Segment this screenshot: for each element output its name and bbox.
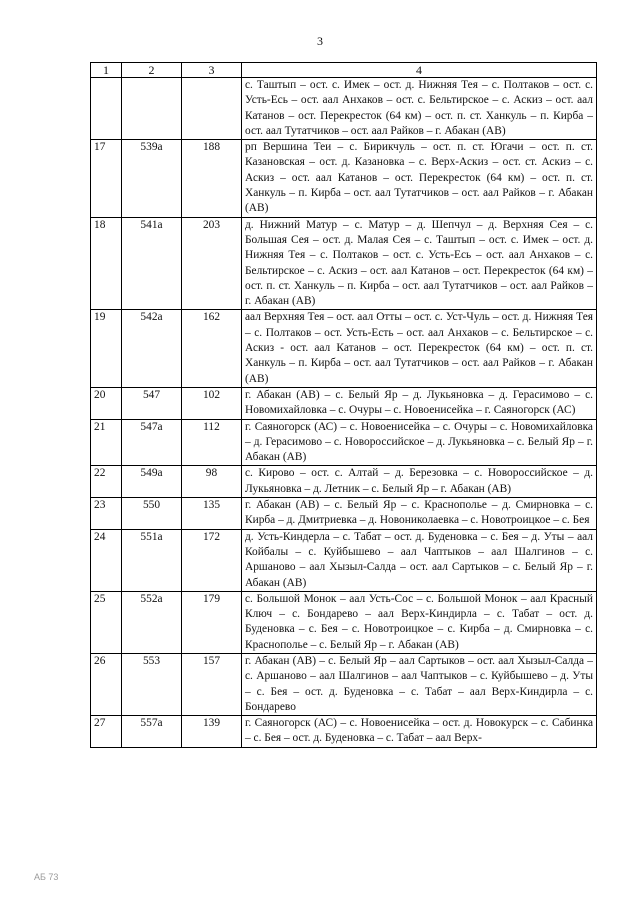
header-col-4: 4 [242,63,597,78]
route-description: рп Вершина Теи – с. Бирикчуль – ост. п. ст. Югачи – ост. п. ст. Казановская – ост. д. Казановка – с. Верх-Аскиз – ост. ст. Аскиз – с. Аскиз – ост. аал Катанов – ост. Перекресток (64 км) – ост. п. ст. Ханкуль – п. Кирба – ост. аал Тутатчиков – ост. аал Райков – г. Абакан (АВ) [242,140,597,217]
header-col-1: 1 [91,63,122,78]
table-row [91,217,597,310]
table-header-row [91,63,597,78]
row-number: 21 [91,419,122,466]
route-description: г. Абакан (АВ) – с. Белый Яр – аал Сартыков – ост. аал Хызыл-Салда – с. Аршаново – аал Шалгинов – аал Чаптыков – с. Куйбышево – д. Уты – с. Бея – ост. д. Буденовка – с. Табат – аал Верх-Киндирла – с. Бондарево [242,653,597,715]
row-number: 17 [91,140,122,217]
route-code: 542а [122,310,182,387]
route-code: 549а [122,466,182,498]
route-description: д. Усть-Киндерла – с. Табат – ост. д. Буденовка – с. Бея – д. Уты – аал Койбалы – с. Куйбышево – аал Чаптыков – аал Шалгинов – с. Аршаново – аал Хызыл-Салда – ост. аал Сартыков – с. Белый Яр – г. Абакан (АВ) [242,529,597,591]
route-distance: 112 [182,419,242,466]
table-row [91,310,597,387]
row-number: 18 [91,217,122,310]
route-code: 547 [122,387,182,419]
route-code: 557а [122,716,182,748]
row-number: 25 [91,591,122,653]
row-number: 20 [91,387,122,419]
table-row [91,466,597,498]
route-code: 553 [122,653,182,715]
route-distance [182,78,242,140]
route-code: 547а [122,419,182,466]
table-row [91,387,597,419]
row-number: 23 [91,498,122,530]
row-number: 26 [91,653,122,715]
table-row [91,498,597,530]
header-col-3: 3 [182,63,242,78]
route-code: 552а [122,591,182,653]
row-number: 22 [91,466,122,498]
route-description: д. Нижний Матур – с. Матур – д. Шепчул – д. Верхняя Сея – с. Большая Сея – ост. д. Малая Сея – с. Таштып – ост. с. Имек – ост. д. Нижняя Тея – с. Полтаков – ост. с. Усть-Есь – ост. аал Анхаков – с. Бельтирское – с. Аскиз – ост. аал Катанов – ост. Перекресток (64 км) – ост. п. ст. Ханкуль – п. Кирба – ост. аал Тутатчиков – ост. аал Райков – г. Абакан (АВ) [242,217,597,310]
route-distance: 98 [182,466,242,498]
route-description: г. Абакан (АВ) – с. Белый Яр – с. Краснополье – д. Смирновка – с. Кирба – д. Дмитриевка – д. Новониколаевка – с. Новотроицкое – с. Бея [242,498,597,530]
route-description: с. Таштып – ост. с. Имек – ост. д. Нижняя Тея – с. Полтаков – ост. с. Усть-Есь – ост. аал Анхаков – ост. с. Бельтирское – с. Аскиз – ост. аал Катанов – ост. Перекресток (64 км) – ост. п. ст. Ханкуль – п. Кирба – ост. аал Тутатчиков – ост. аал Райков – г. Абакан (АВ) [242,78,597,140]
route-description: аал Верхняя Тея – ост. аал Отты – ост. с. Уст-Чуль – ост. д. Нижняя Тея – с. Полтаков – ост. Усть-Есть – ост. аал Анхаков – с. Бельтирское – с. Аскиз - ост. аал Катанов – ост. Перекресток (64 км) – ост. п. ст. Ханкуль – п. Кирба – ост. аал Тутатчиков – ост. аал Райков – г. Абакан (АВ) [242,310,597,387]
row-number: 19 [91,310,122,387]
route-distance: 157 [182,653,242,715]
route-distance: 139 [182,716,242,748]
route-description: с. Большой Монок – аал Усть-Сос – с. Большой Монок – аал Красный Ключ – с. Бондарево – аал Верх-Киндирла – с. Табат – ост. д. Буденовка – с. Бея – с. Новотроицкое – с. Кирба – д. Смирновка – с. Краснополье – с. Белый Яр – г. Абакан (АВ) [242,591,597,653]
table-row [91,591,597,653]
header-col-2: 2 [122,63,182,78]
route-code: 551а [122,529,182,591]
route-distance: 135 [182,498,242,530]
table-row [91,140,597,217]
table-row [91,716,597,748]
table-row [91,78,597,140]
route-description: г. Абакан (АВ) – с. Белый Яр – д. Лукьяновка – д. Герасимово – с. Новомихайловка – с. Очуры – с. Новоенисейка – г. Саяногорск (АС) [242,387,597,419]
route-description: г. Саяногорск (АС) – с. Новоенисейка – с. Очуры – с. Новомихайловка – д. Герасимово – с. Новороссийское – д. Лукьяновка – с. Белый Яр – г. Абакан (АВ) [242,419,597,466]
table-row [91,653,597,715]
route-distance: 203 [182,217,242,310]
table-row [91,529,597,591]
route-distance: 102 [182,387,242,419]
row-number [91,78,122,140]
route-description: г. Саяногорск (АС) – с. Новоенисейка – ост. д. Новокурск – с. Сабинка – с. Бея – ост. д. Буденовка – с. Табат – аал Верх- [242,716,597,748]
route-code: 539а [122,140,182,217]
routes-table [90,62,597,748]
page-number: 3 [317,34,323,48]
row-number: 27 [91,716,122,748]
footer-mark: АБ 73 [34,872,59,882]
table-row [91,419,597,466]
route-description: с. Кирово – ост. с. Алтай – д. Березовка – с. Новороссийское – д. Лукьяновка – д. Летник – с. Белый Яр – г. Абакан (АВ) [242,466,597,498]
route-code: 541а [122,217,182,310]
route-distance: 172 [182,529,242,591]
route-distance: 188 [182,140,242,217]
row-number: 24 [91,529,122,591]
route-distance: 179 [182,591,242,653]
route-code [122,78,182,140]
route-code: 550 [122,498,182,530]
route-distance: 162 [182,310,242,387]
